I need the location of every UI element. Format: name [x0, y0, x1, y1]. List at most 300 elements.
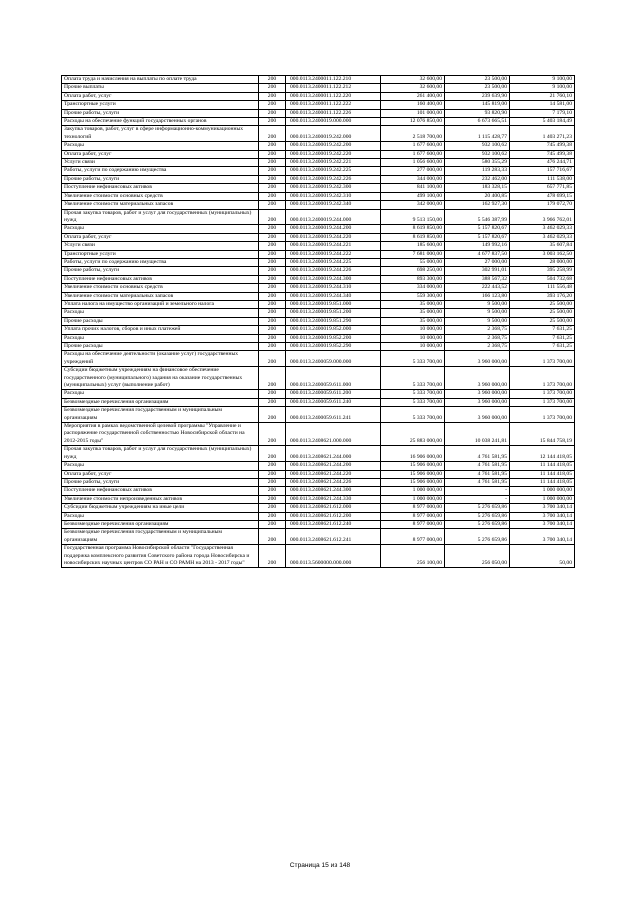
row-executed: 162 927,30: [445, 201, 510, 209]
row-name: Поступление нефинансовых активов: [62, 184, 259, 192]
row-approved: 499 100,00: [381, 192, 445, 200]
row-code: 000.0113.2408621.612.240: [286, 520, 381, 528]
row-name: Мероприятия в рамках ведомственной целевой программы "Управление и распоряжение государственной собственностью Новосибирской области на 2012-2015 годы": [62, 423, 259, 446]
row-approved: 893 300,00: [381, 275, 445, 283]
row-remaining: 111 556,48: [510, 284, 575, 292]
row-code: 000.0113.2400059.611.200: [286, 390, 381, 398]
table-row: [62, 495, 575, 503]
row-executed: 4 761 581,95: [445, 478, 510, 486]
row-remaining: 35 607,84: [510, 242, 575, 250]
table-row: [62, 487, 575, 495]
row-remaining: 3 700 340,14: [510, 529, 575, 545]
row-remaining: 7 631,25: [510, 334, 575, 342]
row-remaining: 3 700 340,14: [510, 504, 575, 512]
row-executed: 4 761 581,95: [445, 446, 510, 462]
row-remaining: 3 700 340,14: [510, 512, 575, 520]
row-remaining: 657 771,85: [510, 184, 575, 192]
row-name: Прочие работы, услуги: [62, 175, 259, 183]
row-code: 000.0113.2400019.242.200: [286, 142, 381, 150]
table-row: [62, 275, 575, 283]
row-kvr: 200: [259, 495, 286, 503]
row-name: Поступление нефинансовых активов: [62, 487, 259, 495]
row-executed: 5 276 659,86: [445, 529, 510, 545]
row-remaining: 14 581,00: [510, 101, 575, 109]
row-name: Расходы: [62, 334, 259, 342]
row-executed: 222 443,52: [445, 284, 510, 292]
row-executed: -: [445, 495, 510, 503]
row-approved: 344 000,00: [381, 175, 445, 183]
row-remaining: 11 144 418,05: [510, 470, 575, 478]
row-name: Расходы: [62, 462, 259, 470]
budget-table: [61, 75, 575, 568]
table-row: [62, 334, 575, 342]
row-code: 000.0113.2400019.242.225: [286, 167, 381, 175]
table-row: [62, 504, 575, 512]
row-remaining: 11 144 418,05: [510, 478, 575, 486]
row-kvr: 200: [259, 317, 286, 325]
row-remaining: 3 003 162,50: [510, 250, 575, 258]
row-code: 000.0113.2408621.612.200: [286, 512, 381, 520]
row-executed: 9 500,00: [445, 309, 510, 317]
row-name: Работы, услуги по содержанию имущества: [62, 167, 259, 175]
table-row: [62, 267, 575, 275]
row-remaining: 504 732,68: [510, 275, 575, 283]
row-code: 000.0113.2400019.851.200: [286, 309, 381, 317]
row-executed: 9 500,00: [445, 300, 510, 308]
row-approved: 841 100,00: [381, 184, 445, 192]
row-name: Расходы: [62, 142, 259, 150]
row-remaining: 21 760,10: [510, 92, 575, 100]
row-kvr: 200: [259, 284, 286, 292]
row-remaining: 745 499,38: [510, 150, 575, 158]
row-name: Увеличение стоимости материальных запасов: [62, 201, 259, 209]
row-approved: 15 906 000,00: [381, 462, 445, 470]
row-code: 000.0113.2408621.612.241: [286, 529, 381, 545]
row-approved: 8 619 850,00: [381, 225, 445, 233]
row-approved: 35 000,00: [381, 317, 445, 325]
row-remaining: 7 631,25: [510, 343, 575, 351]
row-executed: 2 368,75: [445, 343, 510, 351]
row-remaining: 111 538,00: [510, 175, 575, 183]
table-row: [62, 520, 575, 528]
row-name: Оплата работ, услуг: [62, 470, 259, 478]
row-approved: 25 883 000,00: [381, 423, 445, 446]
row-approved: 160 400,00: [381, 101, 445, 109]
row-executed: 932 100,62: [445, 142, 510, 150]
row-executed: 9 500,00: [445, 317, 510, 325]
row-kvr: 200: [259, 504, 286, 512]
row-executed: 5 276 659,86: [445, 504, 510, 512]
row-remaining: 25 500,00: [510, 300, 575, 308]
row-approved: 1 000 000,00: [381, 487, 445, 495]
row-remaining: 476 244,71: [510, 159, 575, 167]
row-code: 000.0113.2400019.852.200: [286, 334, 381, 342]
row-name: Прочие выплаты: [62, 84, 259, 92]
row-name: Субсидии бюджетным учреждениям на финансовое обеспечение государственного (муниципального) задания на оказание государственных (муниципальных) услуг (выполнение работ): [62, 367, 259, 390]
row-kvr: 200: [259, 142, 286, 150]
row-executed: 3 960 000,00: [445, 367, 510, 390]
table-row: [62, 351, 575, 367]
row-remaining: 3 966 762,01: [510, 209, 575, 225]
row-approved: 32 600,00: [381, 84, 445, 92]
row-remaining: 1 000 000,00: [510, 495, 575, 503]
row-approved: 35 000,00: [381, 300, 445, 308]
row-name: Оплата работ, услуг: [62, 150, 259, 158]
row-kvr: 200: [259, 275, 286, 283]
row-name: Прочая закупка товаров, работ и услуг для государственных (муниципальных) нужд: [62, 446, 259, 462]
row-remaining: 15 844 758,19: [510, 423, 575, 446]
row-approved: 7 681 000,00: [381, 250, 445, 258]
row-executed: 1 115 428,77: [445, 126, 510, 142]
row-kvr: 200: [259, 209, 286, 225]
row-approved: 334 000,00: [381, 284, 445, 292]
row-name: Увеличение стоимости основных средств: [62, 284, 259, 292]
row-kvr: 200: [259, 423, 286, 446]
row-remaining: 1 403 271,23: [510, 126, 575, 142]
row-remaining: 1 373 700,00: [510, 398, 575, 406]
row-name: Увеличение стоимости материальных запасов: [62, 292, 259, 300]
row-remaining: 25 500,00: [510, 309, 575, 317]
row-kvr: 200: [259, 446, 286, 462]
row-approved: 35 000,00: [381, 309, 445, 317]
row-name: Уплата прочих налогов, сборов и иных платежей: [62, 326, 259, 334]
row-kvr: 200: [259, 462, 286, 470]
row-remaining: 478 699,15: [510, 192, 575, 200]
table-row: [62, 367, 575, 390]
row-remaining: 1 373 700,00: [510, 351, 575, 367]
row-code: 000.0113.2408621.244.000: [286, 446, 381, 462]
table-row: [62, 512, 575, 520]
row-executed: 932 100,62: [445, 150, 510, 158]
row-code: 000.0113.2408621.244.200: [286, 462, 381, 470]
row-executed: 5 276 659,86: [445, 512, 510, 520]
row-kvr: 200: [259, 326, 286, 334]
row-kvr: 200: [259, 529, 286, 545]
row-approved: 1 677 600,00: [381, 142, 445, 150]
row-approved: 342 000,00: [381, 201, 445, 209]
row-remaining: 9 100,00: [510, 76, 575, 84]
row-executed: 5 157 820,67: [445, 225, 510, 233]
row-code: 000.0113.2400059.000.000: [286, 351, 381, 367]
row-remaining: 9 100,00: [510, 84, 575, 92]
table-row: [62, 225, 575, 233]
row-kvr: 200: [259, 184, 286, 192]
row-code: 000.0113.2408621.244.330: [286, 495, 381, 503]
row-code: 000.0113.2400019.851.000: [286, 300, 381, 308]
row-name: Субсидии бюджетным учреждениям на иные цели: [62, 504, 259, 512]
row-code: 000.0113.2408621.612.000: [286, 504, 381, 512]
table-row: [62, 300, 575, 308]
table-row: [62, 175, 575, 183]
row-approved: 559 300,00: [381, 292, 445, 300]
row-code: 000.0113.2400019.244.310: [286, 284, 381, 292]
table-row: [62, 343, 575, 351]
row-name: Услуги связи: [62, 159, 259, 167]
row-kvr: 200: [259, 292, 286, 300]
row-kvr: 200: [259, 300, 286, 308]
table-row: [62, 398, 575, 406]
row-code: 000.0113.2408621.244.300: [286, 487, 381, 495]
row-remaining: 395 258,99: [510, 267, 575, 275]
row-name: Прочие работы, услуги: [62, 478, 259, 486]
row-approved: 5 333 700,00: [381, 367, 445, 390]
row-executed: 232 462,00: [445, 175, 510, 183]
table-row: [62, 258, 575, 266]
row-remaining: 3 700 340,14: [510, 520, 575, 528]
row-kvr: 200: [259, 267, 286, 275]
row-executed: 239 639,90: [445, 92, 510, 100]
table-row: [62, 292, 575, 300]
table-row: [62, 545, 575, 568]
table-row: [62, 126, 575, 142]
row-executed: 5 546 387,99: [445, 209, 510, 225]
row-approved: 2 518 700,00: [381, 126, 445, 142]
row-code: 000.0113.2400019.244.000: [286, 209, 381, 225]
row-code: 000.0113.2400011.122.222: [286, 101, 381, 109]
row-kvr: 200: [259, 470, 286, 478]
row-executed: 93 820,90: [445, 109, 510, 117]
row-executed: 6 673 665,51: [445, 118, 510, 126]
table-row: [62, 446, 575, 462]
row-approved: 10 000,00: [381, 334, 445, 342]
table-row: [62, 326, 575, 334]
row-remaining: 393 176,20: [510, 292, 575, 300]
row-executed: 388 567,32: [445, 275, 510, 283]
table-row: [62, 462, 575, 470]
row-kvr: 200: [259, 512, 286, 520]
row-name: Расходы: [62, 225, 259, 233]
row-remaining: 1 000 000,00: [510, 487, 575, 495]
row-code: 000.0113.2400011.122.212: [286, 84, 381, 92]
row-code: 000.0113.2400019.244.221: [286, 242, 381, 250]
row-kvr: 200: [259, 398, 286, 406]
row-code: 000.0113.2400011.122.226: [286, 109, 381, 117]
row-code: 000.0113.2400019.852.290: [286, 343, 381, 351]
table-row: [62, 118, 575, 126]
row-approved: 256 100,00: [381, 545, 445, 568]
row-code: 000.0113.2400019.244.226: [286, 267, 381, 275]
row-kvr: 200: [259, 407, 286, 423]
row-executed: 3 960 000,00: [445, 390, 510, 398]
row-code: 000.0113.2400019.851.290: [286, 317, 381, 325]
row-name: Увеличение стоимости непроизведенных активов: [62, 495, 259, 503]
table-row: [62, 109, 575, 117]
row-executed: 4 761 581,95: [445, 462, 510, 470]
row-kvr: 200: [259, 118, 286, 126]
row-approved: 12 076 850,00: [381, 118, 445, 126]
row-name: Услуги связи: [62, 242, 259, 250]
table-row: [62, 201, 575, 209]
table-row: [62, 423, 575, 446]
row-remaining: 28 000,00: [510, 258, 575, 266]
budget-table-body: [62, 76, 575, 568]
row-code: 000.0113.5600000.000.000: [286, 545, 381, 568]
row-name: Расходы: [62, 390, 259, 398]
row-remaining: 50,00: [510, 545, 575, 568]
row-code: 000.0113.2400019.244.225: [286, 258, 381, 266]
row-approved: 8 977 000,00: [381, 512, 445, 520]
row-name: Расходы на обеспечение функций государственных органов: [62, 118, 259, 126]
row-name: Безвозмездные перечисления государственным и муниципальным организациям: [62, 529, 259, 545]
row-kvr: 200: [259, 520, 286, 528]
row-approved: 1 056 600,00: [381, 159, 445, 167]
row-name: Прочие расходы: [62, 317, 259, 325]
row-kvr: 200: [259, 309, 286, 317]
row-remaining: 7 179,10: [510, 109, 575, 117]
row-code: 000.0113.2400011.122.220: [286, 92, 381, 100]
row-kvr: 200: [259, 126, 286, 142]
row-code: 000.0113.2400019.242.226: [286, 175, 381, 183]
row-approved: 185 600,00: [381, 242, 445, 250]
row-kvr: 200: [259, 242, 286, 250]
row-kvr: 200: [259, 334, 286, 342]
row-approved: 10 000,00: [381, 326, 445, 334]
table-row: [62, 209, 575, 225]
table-row: [62, 317, 575, 325]
row-executed: 27 000,00: [445, 258, 510, 266]
row-approved: 5 333 700,00: [381, 398, 445, 406]
row-kvr: 200: [259, 109, 286, 117]
table-row: [62, 150, 575, 158]
row-kvr: 200: [259, 258, 286, 266]
row-name: Оплата труда и начисления на выплаты по оплате труда: [62, 76, 259, 84]
row-executed: -: [445, 487, 510, 495]
row-code: 000.0113.2400019.852.000: [286, 326, 381, 334]
row-name: Прочие работы, услуги: [62, 267, 259, 275]
row-executed: 3 960 000,00: [445, 351, 510, 367]
row-executed: 20 400,85: [445, 192, 510, 200]
row-name: Расходы: [62, 512, 259, 520]
row-code: 000.0113.2400059.611.241: [286, 407, 381, 423]
row-remaining: 11 144 418,05: [510, 462, 575, 470]
row-kvr: 200: [259, 250, 286, 258]
table-row: [62, 84, 575, 92]
row-approved: 8 977 000,00: [381, 520, 445, 528]
row-executed: 5 157 820,67: [445, 233, 510, 241]
row-name: Расходы: [62, 309, 259, 317]
row-name: Закупка товаров, работ, услуг в сфере информационно-коммуникационных технологий: [62, 126, 259, 142]
table-row: [62, 101, 575, 109]
row-kvr: 200: [259, 150, 286, 158]
row-executed: 5 276 659,86: [445, 520, 510, 528]
row-approved: 1 000 000,00: [381, 495, 445, 503]
row-name: Безвозмездные перечисления государственным и муниципальным организациям: [62, 407, 259, 423]
row-kvr: 200: [259, 159, 286, 167]
row-kvr: 200: [259, 478, 286, 486]
row-approved: 55 000,00: [381, 258, 445, 266]
row-code: 000.0113.2408621.244.226: [286, 478, 381, 486]
row-code: 000.0113.2400059.611.000: [286, 367, 381, 390]
row-executed: 302 991,01: [445, 267, 510, 275]
table-row: [62, 242, 575, 250]
row-code: 000.0113.2400019.242.000: [286, 126, 381, 142]
row-kvr: 200: [259, 233, 286, 241]
row-kvr: 200: [259, 390, 286, 398]
table-row: [62, 478, 575, 486]
row-code: 000.0113.2400019.244.222: [286, 250, 381, 258]
row-remaining: 3 462 029,33: [510, 233, 575, 241]
table-row: [62, 284, 575, 292]
table-row: [62, 76, 575, 84]
table-row: [62, 167, 575, 175]
row-remaining: 25 500,00: [510, 317, 575, 325]
row-name: Уплата налога на имущество организаций и земельного налога: [62, 300, 259, 308]
table-row: [62, 250, 575, 258]
row-code: 000.0113.2400019.242.220: [286, 150, 381, 158]
row-approved: 15 906 000,00: [381, 478, 445, 486]
row-code: 000.0113.2400019.244.300: [286, 275, 381, 283]
row-code: 000.0113.2400019.242.310: [286, 192, 381, 200]
row-kvr: 200: [259, 84, 286, 92]
row-code: 000.0113.2400019.244.220: [286, 233, 381, 241]
row-approved: 5 333 700,00: [381, 390, 445, 398]
row-remaining: 7 631,25: [510, 326, 575, 334]
row-approved: 1 677 600,00: [381, 150, 445, 158]
row-remaining: 157 716,67: [510, 167, 575, 175]
row-code: 000.0113.2400019.244.340: [286, 292, 381, 300]
row-kvr: 200: [259, 351, 286, 367]
row-executed: 2 368,75: [445, 334, 510, 342]
row-name: Работы, услуги по содержанию имущества: [62, 258, 259, 266]
table-row: [62, 159, 575, 167]
row-code: 000.0113.2400011.122.210: [286, 76, 381, 84]
row-kvr: 200: [259, 545, 286, 568]
row-approved: 277 000,00: [381, 167, 445, 175]
row-name: Прочие работы, услуги: [62, 109, 259, 117]
row-remaining: 179 072,70: [510, 201, 575, 209]
row-kvr: 200: [259, 76, 286, 84]
row-executed: 3 960 000,00: [445, 407, 510, 423]
table-row: [62, 529, 575, 545]
table-row: [62, 184, 575, 192]
row-name: Прочая закупка товаров, работ и услуг для государственных (муниципальных) нужд: [62, 209, 259, 225]
row-code: 000.0113.2400019.242.300: [286, 184, 381, 192]
table-row: [62, 233, 575, 241]
row-executed: 4 761 581,95: [445, 470, 510, 478]
row-remaining: 1 373 700,00: [510, 407, 575, 423]
row-code: 000.0113.2408621.000.000: [286, 423, 381, 446]
row-name: Безвозмездные перечисления организациям: [62, 520, 259, 528]
row-approved: 8 619 850,00: [381, 233, 445, 241]
row-code: 000.0113.2400059.611.240: [286, 398, 381, 406]
row-kvr: 200: [259, 343, 286, 351]
row-executed: 4 677 837,50: [445, 250, 510, 258]
row-executed: 580 355,29: [445, 159, 510, 167]
row-approved: 16 906 000,00: [381, 446, 445, 462]
table-row: [62, 390, 575, 398]
row-kvr: 200: [259, 92, 286, 100]
row-name: Оплата работ, услуг: [62, 233, 259, 241]
row-approved: 101 000,00: [381, 109, 445, 117]
row-kvr: 200: [259, 487, 286, 495]
table-row: [62, 192, 575, 200]
row-executed: 2 368,75: [445, 326, 510, 334]
row-executed: 145 819,00: [445, 101, 510, 109]
row-approved: 32 600,00: [381, 76, 445, 84]
row-approved: 698 250,00: [381, 267, 445, 275]
table-row: [62, 92, 575, 100]
row-name: Расходы на обеспечение деятельности (оказание услуг) государственных учреждений: [62, 351, 259, 367]
row-remaining: 745 499,38: [510, 142, 575, 150]
row-remaining: 1 373 700,00: [510, 367, 575, 390]
row-name: Транспортные услуги: [62, 101, 259, 109]
row-remaining: 12 144 418,05: [510, 446, 575, 462]
page-number: Страница 15 из 148: [289, 862, 351, 869]
row-approved: 9 513 150,00: [381, 209, 445, 225]
row-kvr: 200: [259, 201, 286, 209]
row-code: 000.0113.2400019.242.221: [286, 159, 381, 167]
row-executed: 183 328,15: [445, 184, 510, 192]
